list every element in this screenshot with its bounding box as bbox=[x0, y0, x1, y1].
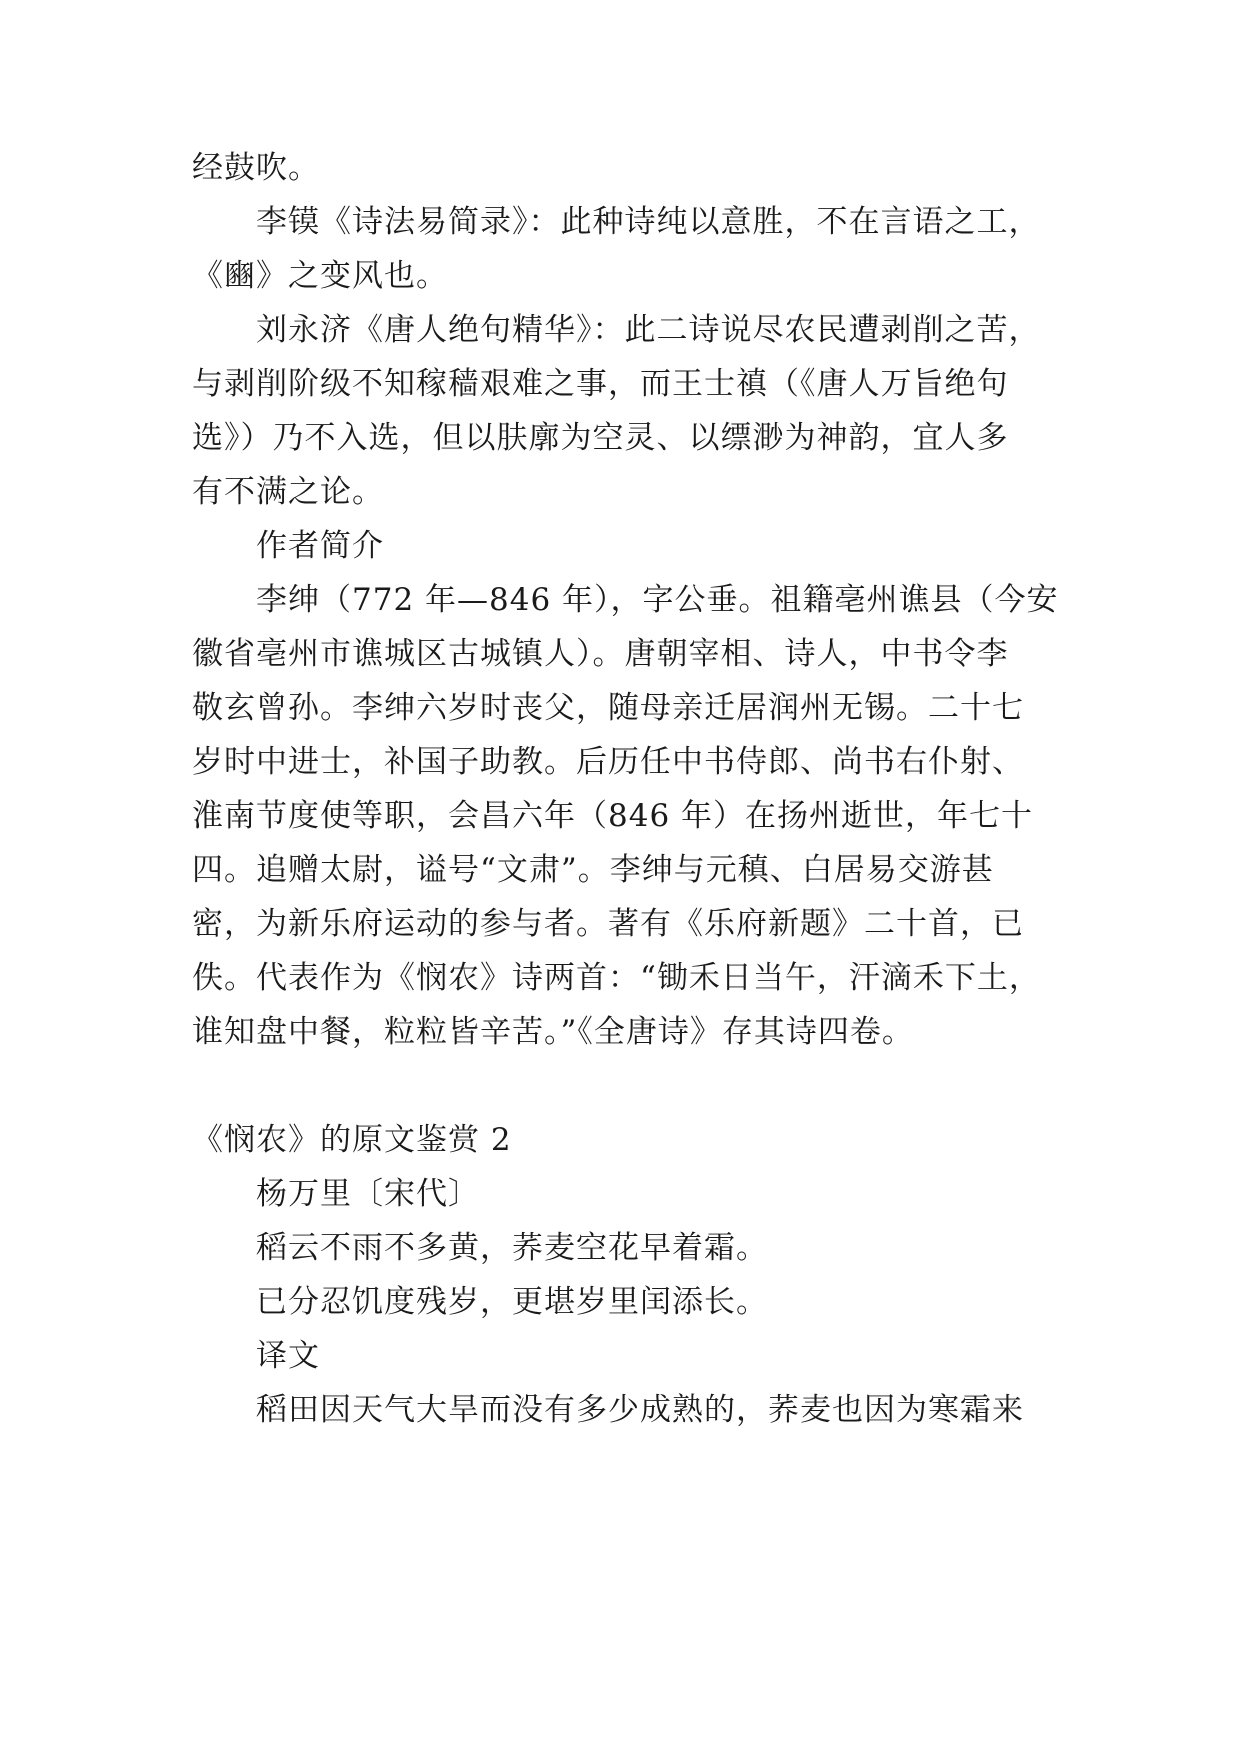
poem-line: 已分忍饥度残岁，更堪岁里闰添长。 bbox=[256, 1284, 768, 1320]
paragraph-line: 岁时中进士，补国子助教。后历任中书侍郎、尚书右仆射、 bbox=[192, 744, 1024, 780]
poem-author: 杨万里〔宋代〕 bbox=[256, 1176, 480, 1212]
paragraph-line: 淮南节度使等职，会昌六年（846 年）在扬州逝世，年七十 bbox=[192, 798, 1034, 834]
paragraph-line: 稻田因天气大旱而没有多少成熟的，荞麦也因为寒霜来 bbox=[256, 1392, 1024, 1428]
paragraph-line: 《豳》之变风也。 bbox=[192, 258, 448, 294]
paragraph-line: 密，为新乐府运动的参与者。著有《乐府新题》二十首，已 bbox=[192, 906, 1024, 942]
section-heading: 作者简介 bbox=[256, 528, 384, 564]
paragraph-line: 与剥削阶级不知稼穑艰难之事，而王士禛（《唐人万旨绝句 bbox=[192, 366, 1009, 402]
paragraph-line: 佚。代表作为《悯农》诗两首：“锄禾日当午，汗滴禾下土， bbox=[192, 960, 1041, 996]
paragraph-line: 选》）乃不入选，但以肤廓为空灵、以缥渺为神韵，宜人多 bbox=[192, 420, 1009, 456]
paragraph-line: 刘永济《唐人绝句精华》：此二诗说尽农民遭剥削之苦， bbox=[256, 312, 1041, 348]
paragraph-line: 经鼓吹。 bbox=[192, 150, 320, 186]
paragraph-line: 徽省亳州市谯城区古城镇人）。唐朝宰相、诗人，中书令李 bbox=[192, 636, 1009, 672]
poem-line: 稻云不雨不多黄，荞麦空花早着霜。 bbox=[256, 1230, 768, 1266]
paragraph-line: 李镆《诗法易简录》：此种诗纯以意胜，不在言语之工， bbox=[256, 204, 1041, 240]
paragraph-line: 四。追赠太尉，谥号“文肃”。李绅与元稹、白居易交游甚 bbox=[192, 852, 994, 888]
article-title: 《悯农》的原文鉴赏 2 bbox=[192, 1122, 512, 1158]
paragraph-line: 李绅（772 年—846 年），字公垂。祖籍亳州谯县（今安 bbox=[256, 582, 1059, 618]
paragraph-line: 谁知盘中餐，粒粒皆辛苦。”《全唐诗》存其诗四卷。 bbox=[192, 1014, 914, 1050]
paragraph-line: 敬玄曾孙。李绅六岁时丧父，随母亲迁居润州无锡。二十七 bbox=[192, 690, 1024, 726]
paragraph-line: 有不满之论。 bbox=[192, 474, 384, 510]
section-heading: 译文 bbox=[256, 1338, 320, 1374]
